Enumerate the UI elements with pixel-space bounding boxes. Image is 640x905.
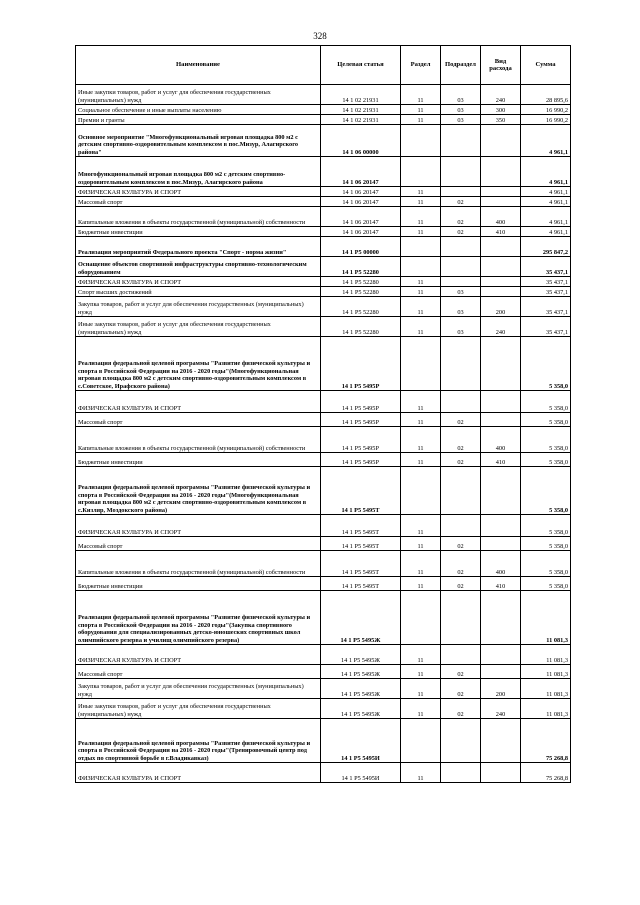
cell-expense-type: 300	[481, 105, 521, 115]
cell-code: 14 1 02 21931	[321, 115, 401, 125]
cell-expense-type: 200	[481, 679, 521, 699]
cell-section: 11	[401, 197, 441, 207]
table-row	[76, 679, 571, 699]
cell-expense-type: 200	[481, 297, 521, 317]
cell-subsection: 02	[441, 413, 481, 427]
cell-sum: 4 961,1	[521, 197, 571, 207]
table-row	[76, 427, 571, 453]
cell-subsection	[441, 257, 481, 277]
cell-section: 11	[401, 413, 441, 427]
header-row	[76, 46, 571, 85]
cell-name: ФИЗИЧЕСКАЯ КУЛЬТУРА И СПОРТ	[76, 763, 321, 783]
column-header-section: Раздел	[401, 46, 441, 85]
table-row	[76, 337, 571, 391]
cell-section: 11	[401, 577, 441, 591]
cell-code: 14 1 P5 5495Ж	[321, 699, 401, 719]
cell-subsection: 02	[441, 537, 481, 551]
column-header-code: Целевая статья	[321, 46, 401, 85]
cell-sum: 5 358,0	[521, 551, 571, 577]
cell-name: Капитальные вложения в объекты государственной (муниципальной) собственности	[76, 551, 321, 577]
cell-code: 14 1 P5 52280	[321, 317, 401, 337]
cell-subsection: 03	[441, 297, 481, 317]
cell-code: 14 1 P5 5495И	[321, 719, 401, 763]
cell-section: 11	[401, 665, 441, 679]
cell-sum: 5 358,0	[521, 391, 571, 413]
cell-code: 14 1 P5 5495И	[321, 763, 401, 783]
cell-code: 14 1 P5 5495Ж	[321, 679, 401, 699]
column-header-name: Наименование	[76, 46, 321, 85]
table-row	[76, 645, 571, 665]
cell-code: 14 1 P5 5495Ж	[321, 665, 401, 679]
table-row	[76, 453, 571, 467]
cell-name: Массовый спорт	[76, 537, 321, 551]
cell-name: Основное мероприятие "Многофункциональный игровая площадка 800 м2 с детским спортивно-оздоровительным комплексом в пос.Мизур, Алагирского района"	[76, 125, 321, 157]
cell-sum: 16 990,2	[521, 115, 571, 125]
cell-expense-type	[481, 125, 521, 157]
cell-expense-type: 400	[481, 427, 521, 453]
cell-name: Капитальные вложения в объекты государственной (муниципальной) собственности	[76, 207, 321, 227]
cell-expense-type: 240	[481, 317, 521, 337]
cell-name: Реализация федеральной целевой программы "Развитие физической культуры и спорта в Российской Федерации на 2016 - 2020 годы"(Закупка спортивного оборудования для специализированных детско-юношеских спортивных школ олимпийского резерва и училищ олимпийского резерва)	[76, 591, 321, 645]
cell-name: ФИЗИЧЕСКАЯ КУЛЬТУРА И СПОРТ	[76, 645, 321, 665]
cell-name: ФИЗИЧЕСКАЯ КУЛЬТУРА И СПОРТ	[76, 277, 321, 287]
cell-section: 11	[401, 391, 441, 413]
table-row	[76, 591, 571, 645]
cell-sum: 11 081,3	[521, 679, 571, 699]
cell-code: 14 1 P5 5495P	[321, 391, 401, 413]
cell-expense-type: 240	[481, 699, 521, 719]
cell-expense-type	[481, 719, 521, 763]
cell-code: 14 1 P5 5495P	[321, 453, 401, 467]
table-row	[76, 551, 571, 577]
table-row	[76, 297, 571, 317]
cell-expense-type	[481, 257, 521, 277]
cell-name: Массовый спорт	[76, 413, 321, 427]
cell-name: Реализация федеральной целевой программы "Развитие физической культуры и спорта в Российской Федерации на 2016 - 2020 годы"(Многофункциональная игровая площадка 800 м2 с детским спортивно-оздоровительным комплексом в с.Советское, Ирафского района)	[76, 337, 321, 391]
cell-section: 11	[401, 699, 441, 719]
cell-name: Массовый спорт	[76, 197, 321, 207]
cell-subsection: 02	[441, 427, 481, 453]
cell-section	[401, 467, 441, 515]
cell-name: Оснащение объектов спортивной инфраструктуры спортивно-технологическим оборудованием	[76, 257, 321, 277]
cell-sum: 5 358,0	[521, 537, 571, 551]
cell-sum: 5 358,0	[521, 427, 571, 453]
table-row	[76, 157, 571, 187]
cell-name: Бюджетные инвестиции	[76, 453, 321, 467]
table-row	[76, 699, 571, 719]
cell-name: Премии и гранты	[76, 115, 321, 125]
table-row	[76, 115, 571, 125]
table-row	[76, 317, 571, 337]
table-row	[76, 719, 571, 763]
cell-name: Иные закупки товаров, работ и услуг для обеспечения государственных (муниципальных) нужд	[76, 317, 321, 337]
cell-subsection	[441, 237, 481, 257]
cell-expense-type	[481, 287, 521, 297]
cell-subsection	[441, 277, 481, 287]
cell-sum: 11 081,3	[521, 645, 571, 665]
cell-subsection	[441, 515, 481, 537]
cell-name: Массовый спорт	[76, 665, 321, 679]
cell-section: 11	[401, 645, 441, 665]
cell-sum: 35 437,1	[521, 277, 571, 287]
cell-expense-type	[481, 665, 521, 679]
cell-code: 14 1 P5 5495T	[321, 467, 401, 515]
cell-name: Социальное обеспечение и иные выплаты населению	[76, 105, 321, 115]
cell-subsection	[441, 187, 481, 197]
cell-expense-type	[481, 157, 521, 187]
cell-section	[401, 125, 441, 157]
cell-subsection	[441, 391, 481, 413]
cell-sum: 5 358,0	[521, 515, 571, 537]
cell-sum: 4 961,1	[521, 187, 571, 197]
cell-section: 11	[401, 453, 441, 467]
cell-code: 14 1 P5 5495Ж	[321, 591, 401, 645]
cell-section: 11	[401, 227, 441, 237]
table-row	[76, 237, 571, 257]
budget-table	[75, 45, 571, 783]
table-row	[76, 413, 571, 427]
cell-subsection	[441, 337, 481, 391]
cell-name: Реализация мероприятий Федерального проекта "Спорт - норма жизни"	[76, 237, 321, 257]
cell-expense-type	[481, 413, 521, 427]
cell-expense-type: 410	[481, 453, 521, 467]
cell-section: 11	[401, 287, 441, 297]
cell-expense-type	[481, 277, 521, 287]
table-row	[76, 105, 571, 115]
cell-section	[401, 257, 441, 277]
cell-subsection: 02	[441, 551, 481, 577]
cell-expense-type	[481, 197, 521, 207]
cell-code: 14 1 02 21931	[321, 105, 401, 115]
cell-section	[401, 719, 441, 763]
cell-sum: 28 895,6	[521, 85, 571, 105]
cell-sum: 35 437,1	[521, 257, 571, 277]
column-header-subsection: Подраздел	[441, 46, 481, 85]
cell-code: 14 1 P5 52280	[321, 277, 401, 287]
table-row	[76, 391, 571, 413]
cell-code: 14 1 P5 5495T	[321, 551, 401, 577]
cell-expense-type	[481, 645, 521, 665]
table-row	[76, 287, 571, 297]
cell-sum: 75 268,8	[521, 719, 571, 763]
cell-code: 14 1 06 20147	[321, 227, 401, 237]
cell-expense-type: 410	[481, 227, 521, 237]
cell-sum: 5 358,0	[521, 467, 571, 515]
table-row	[76, 277, 571, 287]
cell-name: Реализация федеральной целевой программы "Развитие физической культуры и спорта в Российской Федерации на 2016 - 2020 годы"(Многофункциональная игровая площадка 800 м2 с детским спортивно-оздоровительным комплексом в с.Кизляр, Моздокского района)	[76, 467, 321, 515]
cell-expense-type	[481, 763, 521, 783]
cell-section: 11	[401, 115, 441, 125]
cell-sum: 4 961,1	[521, 227, 571, 237]
cell-code: 14 1 P5 5495P	[321, 427, 401, 453]
cell-code: 14 1 P5 5495T	[321, 577, 401, 591]
cell-name: Иные закупки товаров, работ и услуг для обеспечения государственных (муниципальных) нужд	[76, 699, 321, 719]
cell-sum: 35 437,1	[521, 287, 571, 297]
cell-code: 14 1 P5 5495P	[321, 413, 401, 427]
cell-section	[401, 157, 441, 187]
cell-code: 14 1 06 20147	[321, 187, 401, 197]
cell-expense-type: 350	[481, 115, 521, 125]
table-row	[76, 577, 571, 591]
cell-name: Реализация федеральной целевой программы "Развитие физической культуры и спорта в Российской Федерации на 2016 - 2020 годы"(Тренировочный центр под отдых по спортивной борьбе в г.Владикавказ)	[76, 719, 321, 763]
table-row	[76, 665, 571, 679]
cell-name: Закупка товаров, работ и услуг для обеспечения государственных (муниципальных) нужд	[76, 297, 321, 317]
page-number: 328	[313, 31, 327, 41]
column-header-expense-type: Вид расхода	[481, 46, 521, 85]
cell-expense-type: 410	[481, 577, 521, 591]
table-body	[76, 85, 571, 783]
cell-subsection	[441, 591, 481, 645]
cell-sum: 4 961,1	[521, 125, 571, 157]
table-row	[76, 515, 571, 537]
cell-section: 11	[401, 297, 441, 317]
cell-subsection: 02	[441, 197, 481, 207]
table-row	[76, 187, 571, 197]
cell-subsection: 03	[441, 105, 481, 115]
cell-sum: 4 961,1	[521, 157, 571, 187]
cell-expense-type	[481, 391, 521, 413]
table-row	[76, 197, 571, 207]
cell-expense-type	[481, 591, 521, 645]
cell-code: 14 1 P5 52280	[321, 257, 401, 277]
cell-name: Иные закупки товаров, работ и услуг для обеспечения государственных (муниципальных) нужд	[76, 85, 321, 105]
cell-subsection: 03	[441, 115, 481, 125]
cell-section: 11	[401, 679, 441, 699]
cell-code: 14 1 P5 52280	[321, 287, 401, 297]
cell-section: 11	[401, 187, 441, 197]
cell-sum: 5 358,0	[521, 453, 571, 467]
cell-name: ФИЗИЧЕСКАЯ КУЛЬТУРА И СПОРТ	[76, 391, 321, 413]
cell-section	[401, 237, 441, 257]
cell-section: 11	[401, 105, 441, 115]
cell-section: 11	[401, 551, 441, 577]
cell-section: 11	[401, 85, 441, 105]
table-row	[76, 763, 571, 783]
cell-code: 14 1 P5 5495T	[321, 537, 401, 551]
cell-sum: 11 081,3	[521, 665, 571, 679]
cell-subsection: 02	[441, 227, 481, 237]
cell-section: 11	[401, 427, 441, 453]
table-row	[76, 537, 571, 551]
cell-sum: 5 358,0	[521, 337, 571, 391]
cell-code: 14 1 P5 00000	[321, 237, 401, 257]
table-row	[76, 227, 571, 237]
cell-sum: 11 081,3	[521, 699, 571, 719]
cell-sum: 35 437,1	[521, 317, 571, 337]
cell-section: 11	[401, 207, 441, 227]
cell-code: 14 1 02 21931	[321, 85, 401, 105]
cell-expense-type: 240	[481, 85, 521, 105]
table-row	[76, 85, 571, 105]
cell-sum: 5 358,0	[521, 413, 571, 427]
cell-name: Спорт высших достижений	[76, 287, 321, 297]
cell-subsection: 03	[441, 287, 481, 297]
cell-sum: 295 847,2	[521, 237, 571, 257]
cell-subsection: 03	[441, 317, 481, 337]
cell-name: Закупка товаров, работ и услуг для обеспечения государственных (муниципальных) нужд	[76, 679, 321, 699]
cell-name: Бюджетные инвестиции	[76, 227, 321, 237]
table-row	[76, 257, 571, 277]
cell-expense-type	[481, 515, 521, 537]
cell-name: Бюджетные инвестиции	[76, 577, 321, 591]
cell-subsection: 02	[441, 679, 481, 699]
cell-code: 14 1 06 20147	[321, 207, 401, 227]
cell-section: 11	[401, 317, 441, 337]
cell-sum: 75 268,8	[521, 763, 571, 783]
cell-section	[401, 591, 441, 645]
cell-name: ФИЗИЧЕСКАЯ КУЛЬТУРА И СПОРТ	[76, 515, 321, 537]
cell-code: 14 1 06 20147	[321, 197, 401, 207]
cell-section	[401, 337, 441, 391]
cell-subsection	[441, 467, 481, 515]
cell-code: 14 1 P5 5495P	[321, 337, 401, 391]
cell-expense-type	[481, 337, 521, 391]
cell-subsection	[441, 719, 481, 763]
cell-expense-type: 400	[481, 207, 521, 227]
column-header-sum: Сумма	[521, 46, 571, 85]
cell-sum: 16 990,2	[521, 105, 571, 115]
cell-subsection: 02	[441, 207, 481, 227]
cell-section: 11	[401, 537, 441, 551]
cell-subsection: 03	[441, 85, 481, 105]
cell-subsection: 02	[441, 699, 481, 719]
table-row	[76, 467, 571, 515]
cell-code: 14 1 P5 5495T	[321, 515, 401, 537]
cell-sum: 35 437,1	[521, 297, 571, 317]
cell-code: 14 1 P5 5495Ж	[321, 645, 401, 665]
cell-subsection: 02	[441, 453, 481, 467]
cell-name: Капитальные вложения в объекты государственной (муниципальной) собственности	[76, 427, 321, 453]
table-row	[76, 207, 571, 227]
table-row	[76, 125, 571, 157]
cell-code: 14 1 06 00000	[321, 125, 401, 157]
cell-code: 14 1 06 20147	[321, 157, 401, 187]
cell-subsection	[441, 157, 481, 187]
cell-expense-type	[481, 537, 521, 551]
cell-subsection: 02	[441, 665, 481, 679]
cell-name: ФИЗИЧЕСКАЯ КУЛЬТУРА И СПОРТ	[76, 187, 321, 197]
cell-expense-type: 400	[481, 551, 521, 577]
cell-section: 11	[401, 763, 441, 783]
cell-expense-type	[481, 187, 521, 197]
cell-subsection	[441, 763, 481, 783]
cell-section: 11	[401, 277, 441, 287]
cell-subsection: 02	[441, 577, 481, 591]
cell-sum: 11 081,3	[521, 591, 571, 645]
cell-code: 14 1 P5 52280	[321, 297, 401, 317]
cell-expense-type	[481, 467, 521, 515]
cell-name: Многофункциональный игровая площадка 800 м2 с детским спортивно-оздоровительным комплексом в пос.Мизур, Алагирского района	[76, 157, 321, 187]
cell-sum: 5 358,0	[521, 577, 571, 591]
cell-expense-type	[481, 237, 521, 257]
cell-subsection	[441, 645, 481, 665]
cell-subsection	[441, 125, 481, 157]
cell-sum: 4 961,1	[521, 207, 571, 227]
cell-section: 11	[401, 515, 441, 537]
